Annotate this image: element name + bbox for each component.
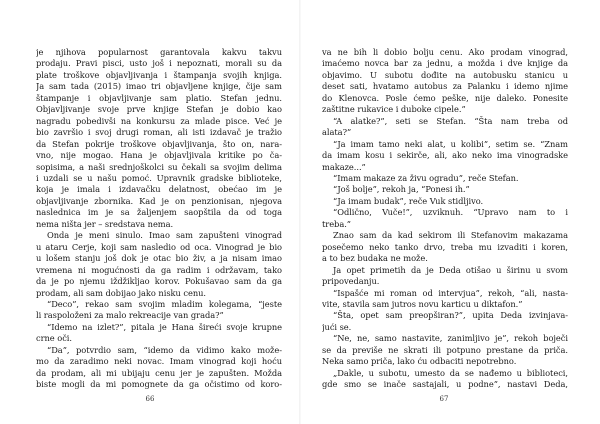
text-line: treba.” <box>322 218 351 229</box>
text-line: Objavljivanje svoje prve knjige Stefan je dobio kao <box>36 104 282 115</box>
text-line: naslednica im je sa žaljenjem saopštila da od toga <box>36 207 282 218</box>
text-line: se da previše ne skrati ili potpuno prestane da priča. <box>322 344 568 355</box>
text-line: Ja sam tada (2015) imao tri objavljene knjige, čije sam <box>36 81 282 92</box>
text-line: vite, stavila sam jutros novu karticu u diktafon.” <box>322 298 523 309</box>
text-line: jući se. <box>322 321 352 332</box>
text-line: va ne bih li dobio bolju cenu. Ako prodam vinograd, <box>322 47 568 57</box>
text-line: objavimo. U subotu dođite na autobusku stanicu u <box>322 69 568 80</box>
text-line: alata?” <box>322 127 352 138</box>
text-line: „Dakle, u subotu, umesto da se nađemo u biblioteci, <box>333 367 568 378</box>
text-line: “Odlično, Vuče!”, uzviknuh. “Upravo nam to i <box>333 207 568 218</box>
text-line: “Šta, opet sam preopširan?”, upita Deda izvinjava- <box>333 310 568 321</box>
text-line: Znao sam da kad sekirom ili Stefanovim makazama <box>333 230 568 241</box>
page-number-right: 67 <box>439 395 449 403</box>
text-line: “Još bolje”, rekoh ja, “Ponesi ih.” <box>333 184 470 195</box>
text-line: deset sati, hvatamo autobus za Palanku i idemo njime <box>322 81 568 92</box>
text-line: da imam kosu i sekirče, ali, ako neko ima vinogradske <box>322 150 568 161</box>
text-line: prodaju. Pravi pisci, usto još i nepoznati, morali su da <box>36 58 282 69</box>
text-line: “Ne, ne, samo nastavite, zanimljivo je”, rekoh boječi <box>333 333 568 344</box>
text-line: sopisima, a naši srednjoškolci su čekali sa svojim delima <box>36 161 282 172</box>
text-line: plate troškove objavljivanja i štampanja svojih knjiga. <box>36 69 282 80</box>
text-line: “Idemo na izlet?”, pitala je Hana šireći svoje krupne <box>47 321 282 332</box>
text-line: “Ja imam tamo neki alat, u kolibi”, setim se. “Znam <box>333 138 568 149</box>
text-line: štampanje i objavljivanje sam platio. Stefan jednu. <box>36 92 282 103</box>
text-line: prodam, ali sam dobijao jako nisku cenu. <box>36 287 207 298</box>
text-line: nagradu pobedivši na konkursu za mlade pisce. Već je <box>36 115 282 126</box>
text-line: imaćemo novca bar za jednu, a možda i dve knjige da <box>322 58 568 69</box>
text-line: zaštitne rukavice i duboke cipele.” <box>322 104 466 115</box>
text-line: “Imam makaze za živu ogradu”, reče Stefan. <box>333 172 519 183</box>
left-page-text <box>36 47 282 391</box>
text-line: “Ja imam budak”, reče Vuk stidljivo. <box>333 195 484 206</box>
text-line: Onda je meni sinulo. Imao sam zapušteni vinograd <box>47 230 282 241</box>
text-line: Neka samo priča, lako ću odbaciti nepotrebno. <box>322 356 517 367</box>
text-line: vno, nije mogao. Hana je objavljivala kritike po ča- <box>36 150 282 161</box>
page-number-left: 66 <box>145 395 155 403</box>
text-line: gde smo se inače sastajali, u podne”, nastavi Deda, <box>322 379 568 390</box>
text-line: Ja opet primetih da je Deda otišao u širinu u svom <box>333 264 568 275</box>
text-line: mo da zaradimo neki novac. Imam vinograd koji hoću <box>36 356 282 367</box>
text-line: posečemo neko tanko drvo, treba mu izvaditi i koren, <box>322 241 568 252</box>
text-line: da prodam, ali mi ubijaju cenu jer je zapušten. Možda <box>36 367 282 378</box>
text-line: objavljivanje zbornika. Kad je on penzionisan, njegova <box>36 195 282 206</box>
right-page-text <box>322 47 568 391</box>
text-line: da je po njemu iždžikljao korov. Pokušavao sam da ga <box>36 276 282 287</box>
text-line: u ataru Cerje, koji sam nasledio od oca. Vinograd je bio <box>36 241 282 252</box>
text-line: biste mogli da mi pomognete da ga očistimo od koro- <box>36 379 282 390</box>
text-line: makaze...” <box>322 161 366 172</box>
text-line: koja je imala i izdavačku delatnost, obećao im je <box>36 184 282 195</box>
text-line: u lošem stanju još dok je otac bio živ, a ja nisam imao <box>36 253 282 264</box>
text-line: “A alatke?”, seti se Stefan. “Šta nam treba od <box>333 115 568 126</box>
text-line: da Stefan pokrije troškove objavljivanja, što on, nara- <box>36 138 282 149</box>
text-line: vremena ni mogućnosti da ga radim i održavam, tako <box>36 264 282 275</box>
text-line: “Deco”, rekao sam svojim mladim kolegama, “jeste <box>47 298 282 309</box>
text-line: crne oči. <box>36 333 72 344</box>
text-line: a to bez budaka ne može. <box>322 253 428 264</box>
text-line: “Ispašće mi roman od intervjua”, rekoh, “ali, nasta- <box>333 287 568 298</box>
text-line: je njihova popularnost garantovala kakvu takvu <box>36 47 282 57</box>
text-line: do Klenovca. Posle ćemo peške, nije daleko. Ponesite <box>322 92 568 103</box>
text-line: li raspoloženi za malo rekreacije van grada?” <box>36 310 224 321</box>
text-line: bio završio i svoj drugi roman, ali isti izdavač je tražio <box>36 127 282 138</box>
text-line: nema ništa jer – sredstava nema. <box>36 218 174 229</box>
text-line: i uzdali se u našu pomoć. Upravnik gradske biblioteke, <box>36 172 282 183</box>
right-page <box>300 0 600 424</box>
text-line: “Da”, potvrdio sam, “idemo da vidimo kako može- <box>47 344 282 355</box>
text-line: pripovedanju. <box>322 276 380 287</box>
